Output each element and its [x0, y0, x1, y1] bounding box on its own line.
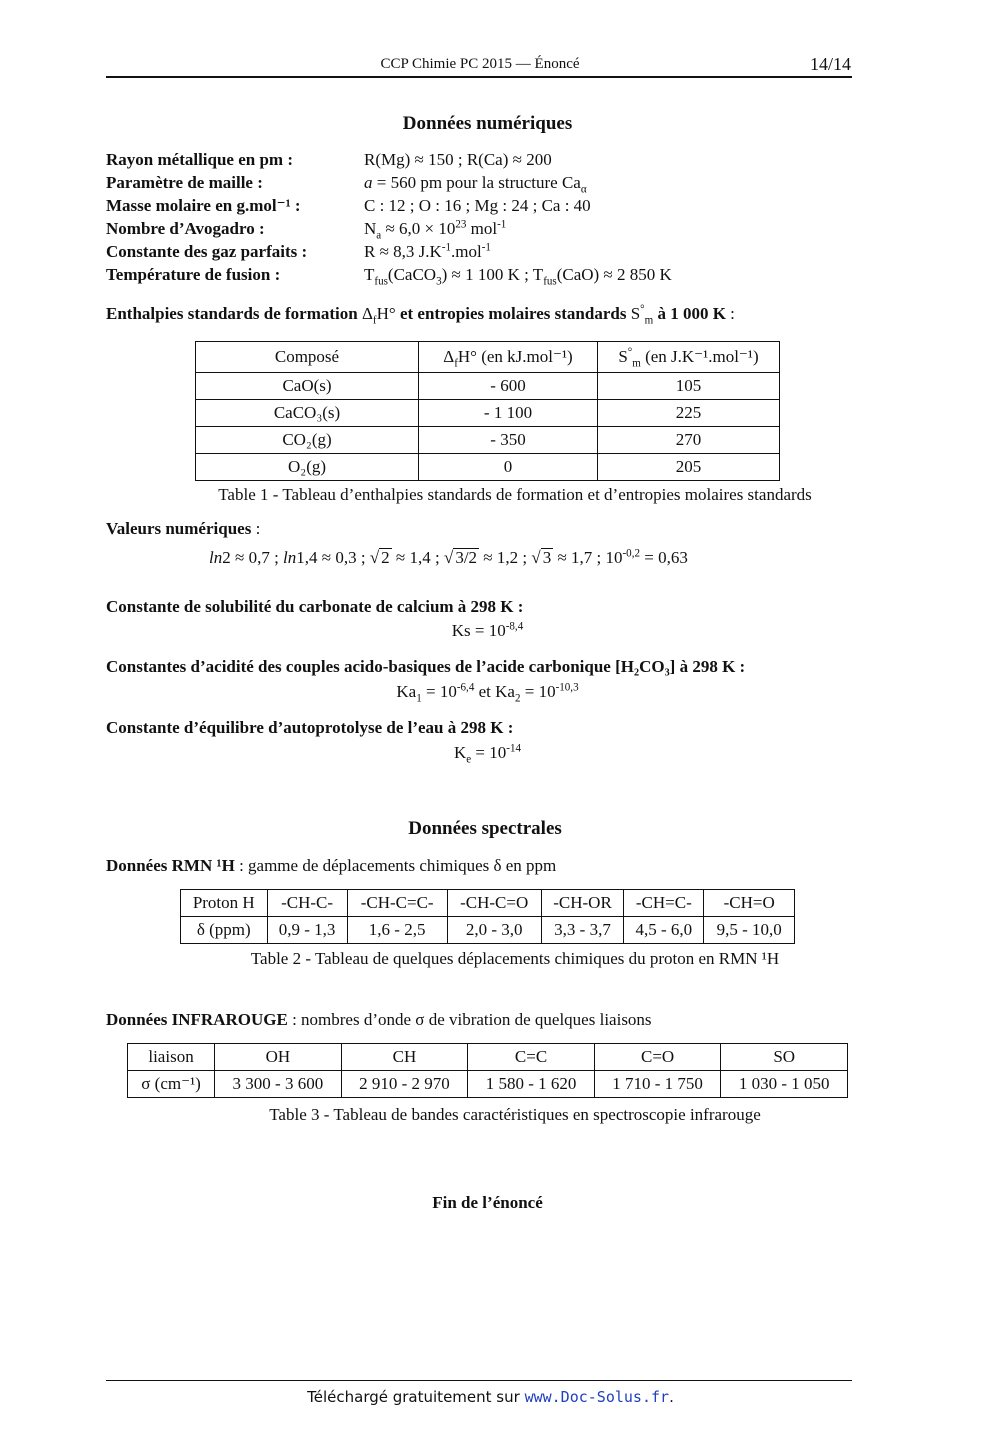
- acidity-heading: Constantes d’acidité des couples acido-basiques de l’acide carbonique [H₂CO₃] à 298 K :: [106, 657, 746, 676]
- footer: [0, 1388, 981, 1406]
- table1-cell: CaCO₃(s): [196, 400, 419, 427]
- table1-cell: - 1 100: [419, 400, 598, 427]
- nmr-cell: 4,5 - 6,0: [624, 917, 704, 944]
- nmr-cell: -CH=O: [704, 890, 795, 917]
- table1-cell: - 350: [419, 427, 598, 454]
- table1-caption: Table 1 - Tableau d’enthalpies standards de formation et d’entropies molaires standards: [218, 485, 812, 504]
- value-molar-mass: C : 12 ; O : 16 ; Mg : 24 ; Ca : 40: [364, 196, 591, 215]
- table-ir: [127, 1043, 848, 1098]
- footer-dot: .: [669, 1388, 674, 1406]
- nmr-cell: 2,0 - 3,0: [447, 917, 541, 944]
- nmr-cell: -CH-C-: [267, 890, 347, 917]
- header-rule: [106, 76, 852, 78]
- enthalpy-title: Enthalpies standards de formation $\Delta_fH^\circ$ et entropies molaires standards $S^\circ_m$ à 1 000 K :: [106, 303, 735, 327]
- nmr-cell: -CH-C=C-: [347, 890, 447, 917]
- table1-cell: 0: [419, 454, 598, 481]
- value-metallic-radius: R(Mg) ≈ 150 ; R(Ca) ≈ 200: [364, 150, 552, 169]
- table1-cell: 270: [598, 427, 780, 454]
- nmr-title: Données RMN ¹H : gamme de déplacements chimiques δ en ppm: [106, 856, 557, 875]
- footer-link[interactable]: www.Doc-Solus.fr: [524, 1388, 670, 1406]
- page-number: 14/14: [809, 54, 851, 74]
- values-heading: Valeurs numériques :: [106, 519, 261, 538]
- table-nmr: [180, 889, 795, 944]
- ir-title: Données INFRAROUGE : nombres d’onde σ de vibration de quelques liaisons: [106, 1010, 652, 1029]
- values-formula: ln2 ≈ 0,7 ; ln1,4 ≈ 0,3 ; √ 2 ≈ 1,4 ; √ 3/2 ≈ 1,2 ; √ 3 ≈ 1,7 ; $10^{-0,2} = 0,63$: [209, 547, 688, 567]
- table1-cell: - 600: [419, 373, 598, 400]
- nmr-cell: 1,6 - 2,5: [347, 917, 447, 944]
- label-melting-temperature: Température de fusion :: [106, 265, 281, 284]
- nmr-cell: Proton H: [181, 890, 268, 917]
- table1-cell: 205: [598, 454, 780, 481]
- ir-cell: σ (cm⁻¹): [128, 1071, 215, 1098]
- table2-caption: Table 2 - Tableau de quelques déplacements chimiques du proton en RMN ¹H: [250, 949, 780, 968]
- ir-cell: 1 580 - 1 620: [468, 1071, 595, 1098]
- ir-cell: 3 300 - 3 600: [215, 1071, 342, 1098]
- autoprotolysis-value: $K_e = 10^{-14}$: [453, 742, 521, 766]
- end-of-statement: Fin de l’énoncé: [432, 1193, 543, 1212]
- label-lattice-parameter: Paramètre de maille :: [106, 173, 263, 192]
- section-heading-spectral: Données spectrales: [408, 818, 562, 839]
- ir-cell: 1 030 - 1 050: [721, 1071, 848, 1098]
- label-molar-mass: Masse molaire en g.mol⁻¹ :: [106, 196, 301, 215]
- table1-cell: 225: [598, 400, 780, 427]
- section-heading-numerical: Données numériques: [402, 113, 573, 134]
- footer-rule: [106, 1380, 852, 1381]
- table3-caption: Table 3 - Tableau de bandes caractéristiques en spectroscopie infrarouge: [269, 1105, 761, 1124]
- table1-cell: 105: [598, 373, 780, 400]
- label-avogadro: Nombre d’Avogadro :: [106, 219, 265, 238]
- table-enthalpy-entropy: [195, 341, 780, 481]
- ir-cell: OH: [215, 1044, 342, 1071]
- header-title: CCP Chimie PC 2015 — Énoncé: [380, 56, 580, 72]
- ir-cell: C=C: [468, 1044, 595, 1071]
- footer-text: Téléchargé gratuitement sur: [307, 1388, 520, 1406]
- nmr-cell: δ (ppm): [181, 917, 268, 944]
- table1-header-entropy: $S^\circ_m$ (en J.K⁻¹.mol⁻¹): [598, 342, 780, 373]
- table1-cell: O₂(g): [196, 454, 419, 481]
- ir-cell: CH: [341, 1044, 468, 1071]
- value-avogadro: $N_a \approx 6,0 \times 10^{23}$ mol$^{-1}$: [364, 218, 507, 242]
- table1-header-enthalpy: $\Delta_fH^\circ$ (en kJ.mol⁻¹): [419, 342, 598, 373]
- ir-cell: 1 710 - 1 750: [594, 1071, 721, 1098]
- table1-cell: CaO(s): [196, 373, 419, 400]
- ir-cell: SO: [721, 1044, 848, 1071]
- value-melting-temperature: $T_{fus}(CaCO_3) \approx 1$ 100 K ; $T_{fus}(CaO) \approx 2$ 850 K: [364, 265, 672, 288]
- label-gas-constant: Constante des gaz parfaits :: [106, 242, 308, 261]
- table1-cell: CO₂(g): [196, 427, 419, 454]
- table1-header-compound: Composé: [196, 342, 419, 373]
- value-lattice-parameter: a = 560 pm pour la structure $Ca_\alpha$: [364, 173, 587, 196]
- ir-cell: 2 910 - 2 970: [341, 1071, 468, 1098]
- acidity-value: $Ka_1 = 10^{-6,4}$ et $Ka_2 = 10^{-10,3}$: [396, 681, 579, 705]
- nmr-cell: 3,3 - 3,7: [541, 917, 623, 944]
- value-gas-constant: R ≈ 8,3 $J.K^{-1}.mol^{-1}$: [364, 241, 491, 261]
- nmr-cell: -CH=C-: [624, 890, 704, 917]
- label-metallic-radius: Rayon métallique en pm :: [106, 150, 293, 169]
- nmr-cell: -CH-C=O: [447, 890, 541, 917]
- nmr-cell: 9,5 - 10,0: [704, 917, 795, 944]
- nmr-cell: -CH-OR: [541, 890, 623, 917]
- ir-cell: liaison: [128, 1044, 215, 1071]
- autoprotolysis-heading: Constante d’équilibre d’autoprotolyse de l’eau à 298 K :: [106, 718, 514, 737]
- solubility-value: $Ks = 10^{-8,4}$: [451, 620, 524, 640]
- solubility-heading: Constante de solubilité du carbonate de calcium à 298 K :: [106, 597, 524, 616]
- nmr-cell: 0,9 - 1,3: [267, 917, 347, 944]
- ir-cell: C=O: [594, 1044, 721, 1071]
